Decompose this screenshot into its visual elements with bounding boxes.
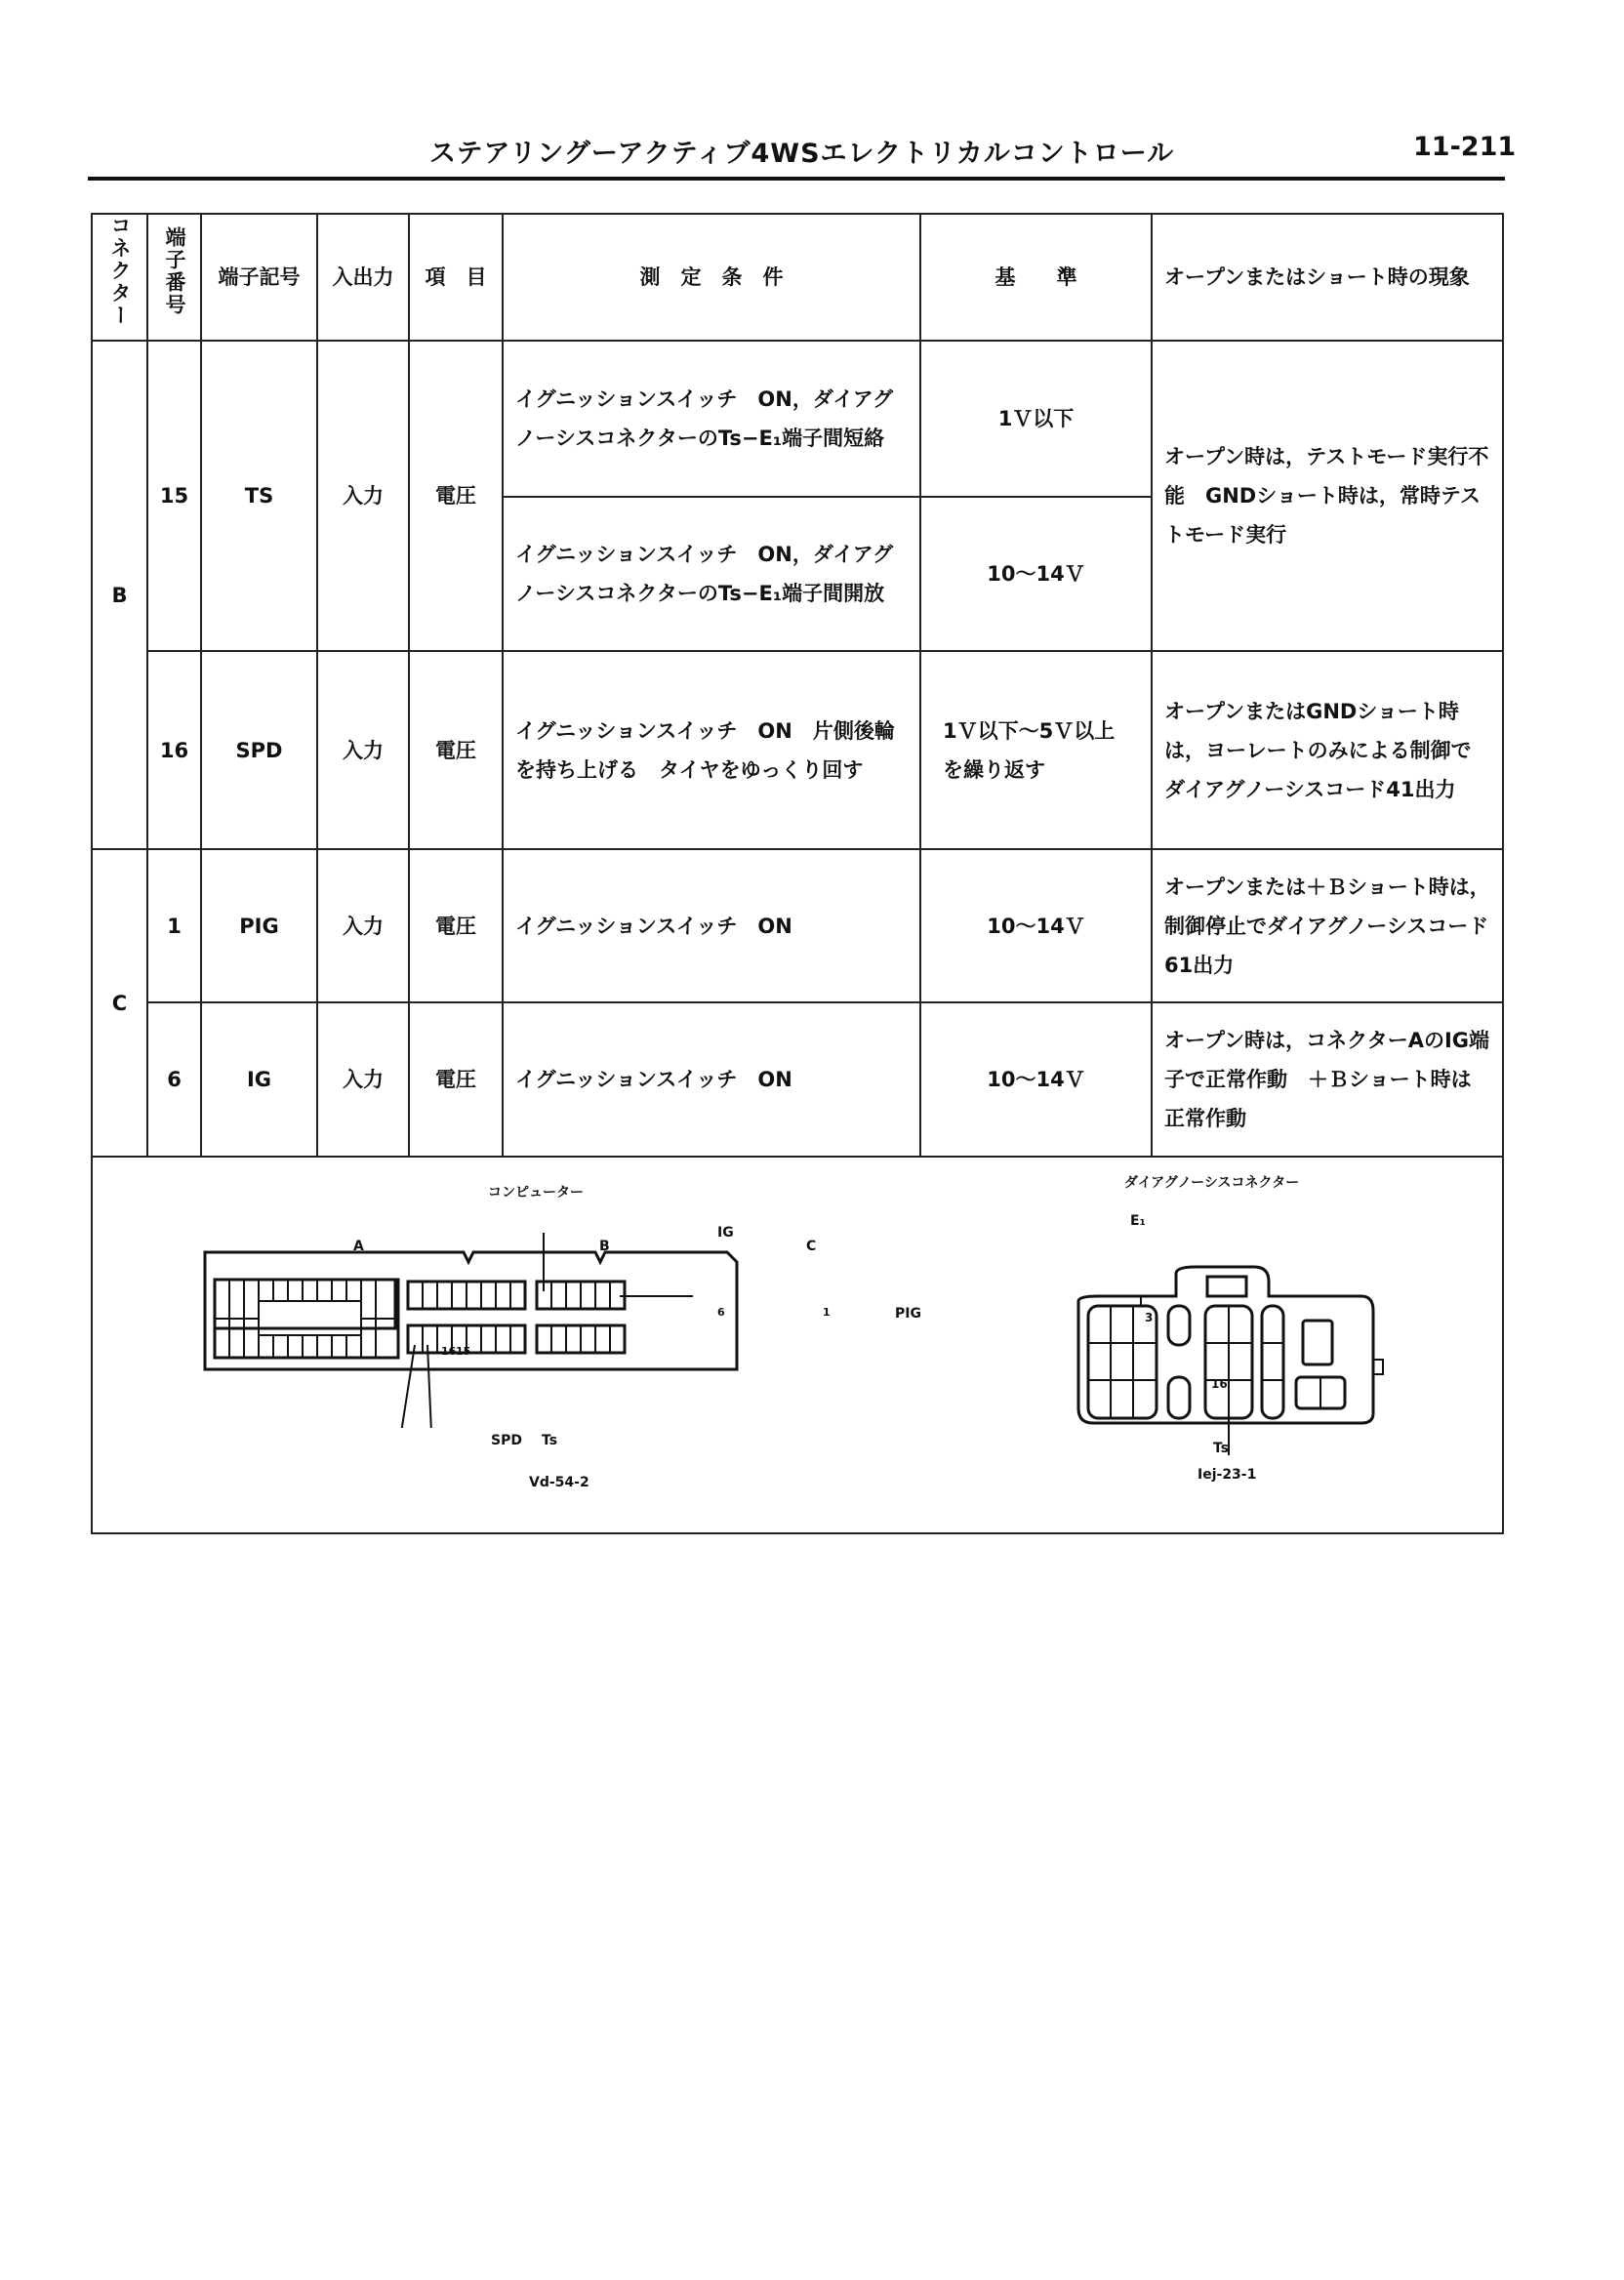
symbol-cell: IG (201, 1002, 317, 1157)
connector-a-pins (215, 1280, 398, 1358)
pin6-label: 6 (717, 1306, 725, 1319)
io-cell: 入力 (317, 651, 409, 849)
standard-cell: 10〜14Ｖ (920, 849, 1152, 1002)
pin-cell: 1 (147, 849, 201, 1002)
computer-code: Vd-54-2 (529, 1475, 589, 1490)
pin15-label: 15 (456, 1345, 471, 1358)
condition-cell: イグニッションスイッチ ON，ダイアグノーシスコネクターのTs−E₁端子間開放 (503, 497, 920, 651)
pin-cell: 6 (147, 1002, 201, 1157)
phenomenon-cell: オープン時は，コネクターAのIG端子で正常作動 ＋Ｂショート時は正常作動 (1152, 1002, 1503, 1157)
header-phenomenon: オープンまたはショート時の現象 (1152, 214, 1503, 341)
pin16-diag-label: 16 (1211, 1377, 1228, 1391)
connector-c-pins (401, 1233, 693, 1428)
header-symbol: 端子記号 (201, 214, 317, 341)
table-row (92, 1002, 1503, 1157)
pin16-label: 16 (441, 1345, 457, 1358)
item-cell: 電圧 (409, 849, 503, 1002)
section-c-label: C (806, 1239, 817, 1254)
ig-label: IG (717, 1225, 734, 1241)
pig-label: PIG (895, 1306, 921, 1322)
item-cell: 電圧 (409, 1002, 503, 1157)
table-row (92, 651, 1503, 849)
connector-diagram-panel (91, 1145, 1504, 1534)
header-item: 項 目 (409, 214, 503, 341)
table-header-row (92, 214, 1503, 341)
header-io: 入出力 (317, 214, 409, 341)
io-cell: 入力 (317, 1002, 409, 1157)
pin-cell: 15 (147, 341, 201, 651)
diag-connector-drawing (1069, 1203, 1401, 1457)
section-b-label: B (599, 1239, 610, 1254)
item-cell: 電圧 (409, 341, 503, 651)
io-cell: 入力 (317, 341, 409, 651)
condition-cell: イグニッションスイッチ ON 片側後輪を持ち上げる タイヤをゆっくり回す (503, 651, 920, 849)
symbol-cell: PIG (201, 849, 317, 1002)
standard-cell: 1Ｖ以下〜5Ｖ以上を繰り返す (920, 651, 1152, 849)
pin-cell: 16 (147, 651, 201, 849)
connector-cell: C (92, 849, 147, 1157)
phenomenon-cell: オープン時は，テストモード実行不能 GNDショート時は，常時テストモード実行 (1152, 341, 1503, 651)
item-cell: 電圧 (409, 651, 503, 849)
connector-b-pins (408, 1282, 525, 1353)
header-conditions: 測 定 条 件 (503, 214, 920, 341)
computer-connector-drawing (190, 1233, 893, 1428)
table-row (92, 849, 1503, 1002)
phenomenon-cell: オープンまたはGNDショート時は，ヨーレートのみによる制御でダイアグノーシスコード41出力 (1152, 651, 1503, 849)
standard-cell: 10〜14Ｖ (920, 497, 1152, 651)
page-number: 11-211 (1413, 132, 1517, 162)
condition-cell: イグニッションスイッチ ON (503, 1002, 920, 1157)
computer-title: コンピューター (488, 1185, 584, 1201)
connector-cell: B (92, 341, 147, 849)
phenomenon-cell: オープンまたは＋Ｂショート時は，制御停止でダイアグノーシスコード61出力 (1152, 849, 1503, 1002)
header-standard: 基 準 (920, 214, 1152, 341)
pin1-label: 1 (823, 1306, 831, 1319)
header-rule (88, 177, 1505, 181)
standard-cell: 10〜14Ｖ (920, 1002, 1152, 1157)
ts-label: Ts (542, 1433, 558, 1448)
terminal-table (91, 213, 1504, 1158)
section-a-label: A (353, 1239, 364, 1254)
pin3-label: 3 (1145, 1311, 1154, 1324)
symbol-cell: TS (201, 341, 317, 651)
symbol-cell: SPD (201, 651, 317, 849)
table-row (92, 341, 1503, 497)
page-title: ステアリングーアクティブ4WSエレクトリカルコントロール (429, 139, 1175, 169)
spd-label: SPD (491, 1433, 522, 1448)
diag-connector-code: Iej-23-1 (1198, 1467, 1257, 1483)
io-cell: 入力 (317, 849, 409, 1002)
condition-cell: イグニッションスイッチ ON (503, 849, 920, 1002)
standard-cell: 1Ｖ以下 (920, 341, 1152, 497)
diag-connector-title: ダイアグノーシスコネクター (1124, 1175, 1300, 1191)
condition-cell: イグニッションスイッチ ON，ダイアグノーシスコネクターのTs−E₁端子間短絡 (503, 341, 920, 497)
header-pin: 端子番号 (163, 225, 187, 316)
e1-label: E₁ (1130, 1213, 1146, 1229)
ts-diag-label: Ts (1213, 1441, 1230, 1456)
header-connector: コネクター (108, 215, 133, 327)
